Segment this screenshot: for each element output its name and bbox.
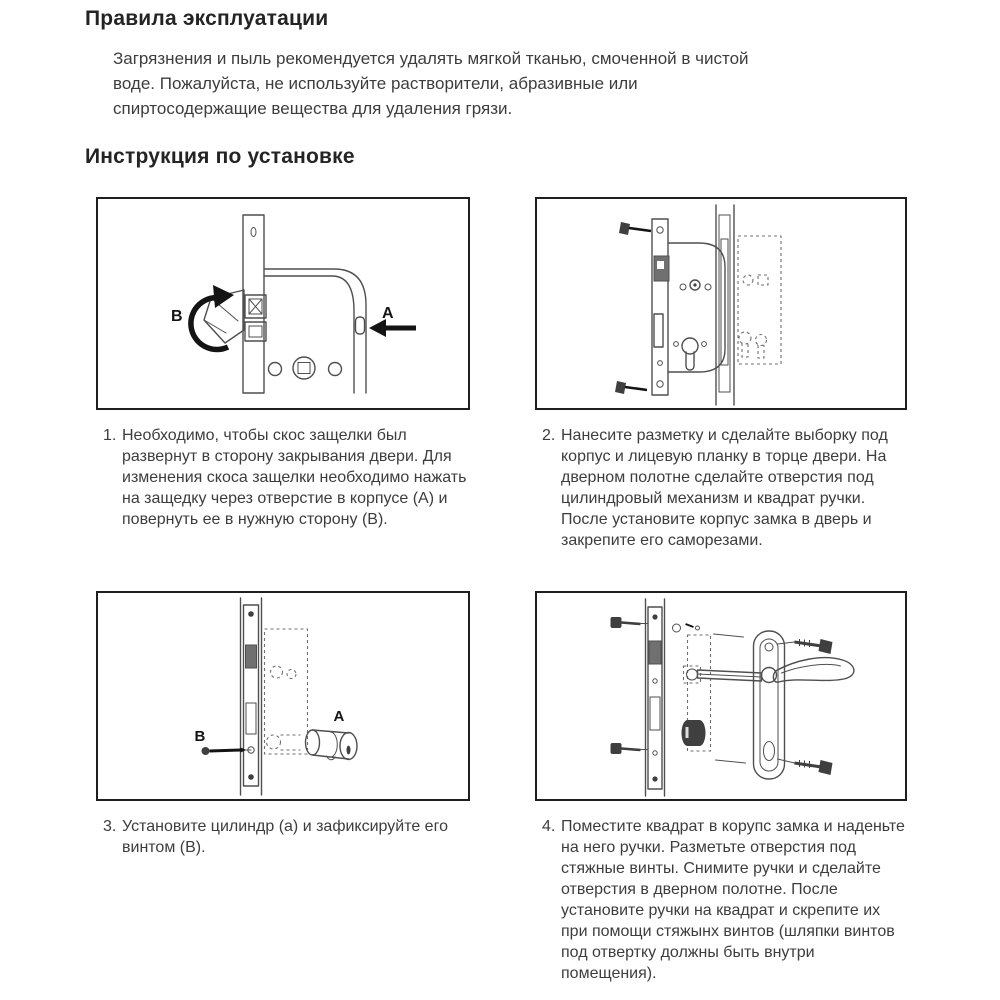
- step-number: 4.: [542, 818, 556, 835]
- step-2-caption: [542, 425, 907, 551]
- step-1-caption: [103, 425, 470, 530]
- handle-install-drawing: [537, 593, 905, 799]
- step-number: 1.: [103, 427, 117, 444]
- lock-dashed-outline: [265, 629, 308, 754]
- deadbolt: [654, 314, 663, 347]
- step-text: Поместите квадрат в корупс замка и наденьте на него ручки. Разметьте отверстия под стяжные винты. Снимите ручки и сделайте отверстия в дверном полотне. После установите ручки на квадрат и скрепите их при помощи стяжынх винтов (шляпки винтов под отвертку должны быть внутри помещения).: [561, 818, 905, 982]
- door-edge: [646, 599, 665, 796]
- latch-housing: [245, 295, 266, 341]
- label-b: B: [194, 728, 206, 745]
- deadbolt-slot: [650, 697, 660, 730]
- cylinder-dark: [682, 720, 706, 746]
- step-number: 3.: [103, 818, 117, 835]
- lock-faceplate: [652, 219, 668, 395]
- steps-grid: [96, 197, 1000, 985]
- mount-screws: [615, 222, 651, 394]
- step-4-caption: [542, 816, 907, 984]
- install-title: Инструкция по установке: [85, 145, 355, 168]
- cylinder: [306, 730, 358, 760]
- mount-holes: [269, 357, 342, 379]
- latch-fixing-parts: [673, 624, 700, 632]
- rotation-arrow-icon: [191, 285, 234, 349]
- diagram-step-1-latch-direction: [96, 197, 470, 410]
- label-a: A: [382, 305, 394, 322]
- diagram-step-4-handle-install: [535, 591, 907, 801]
- step-text: Необходимо, чтобы скос защелки был развернут в сторону закрывания двери. Для изменения скоса защелки необходимо нажать на защедку через отверстие в корпусе (А) и повернуть ее в нужную сторону (В).: [122, 427, 467, 528]
- step-number: 2.: [542, 427, 556, 444]
- door-edge: [241, 598, 262, 795]
- step-3: [96, 591, 470, 985]
- latch-bolt: [246, 645, 257, 668]
- latch-bolt: [649, 641, 661, 664]
- step-4: [535, 591, 907, 985]
- faceplate-screws: [611, 617, 648, 754]
- lever-handle: [773, 658, 854, 682]
- diagram-step-3-cylinder-install: [96, 591, 470, 801]
- spindle-bar: [698, 670, 762, 681]
- latch-access-slot: [356, 317, 365, 334]
- handle-assembly: [754, 631, 854, 779]
- page-title: Правила эксплуатации: [85, 7, 329, 30]
- deadbolt-slot: [246, 703, 256, 734]
- step-1: [96, 197, 470, 591]
- label-b: B: [171, 308, 183, 325]
- step-text: Установите цилиндр (а) и зафиксируйте его винтом (В).: [122, 818, 448, 856]
- cylinder-install-drawing: [98, 593, 468, 799]
- cylinder-hole: [674, 338, 707, 370]
- lock-body: [654, 243, 725, 372]
- step-text: Нанесите разметку и сделайте выборку под корпус и лицевую планку в торце двери. На дверном полотне сделайте отверстия под цилиндровый механизм и квадрат ручки. После установите корпус замка в дверь и закрепите его саморезами.: [561, 427, 888, 549]
- step-2: [535, 197, 907, 591]
- diagram-step-2-mortise-install: [535, 197, 907, 410]
- label-a: A: [333, 708, 345, 725]
- mortise-install-drawing: [537, 199, 905, 408]
- care-paragraph: Загрязнения и пыль рекомендуется удалять мягкой тканью, смоченной в чистой воде. Пожалуйста, не используйте растворители, абразивные или спиртосодержащие вещества для удаления грязи.: [113, 49, 749, 118]
- mortise-cavity-dashed: [738, 236, 781, 364]
- step-3-caption: [103, 816, 470, 858]
- latch-direction-drawing: [98, 199, 468, 408]
